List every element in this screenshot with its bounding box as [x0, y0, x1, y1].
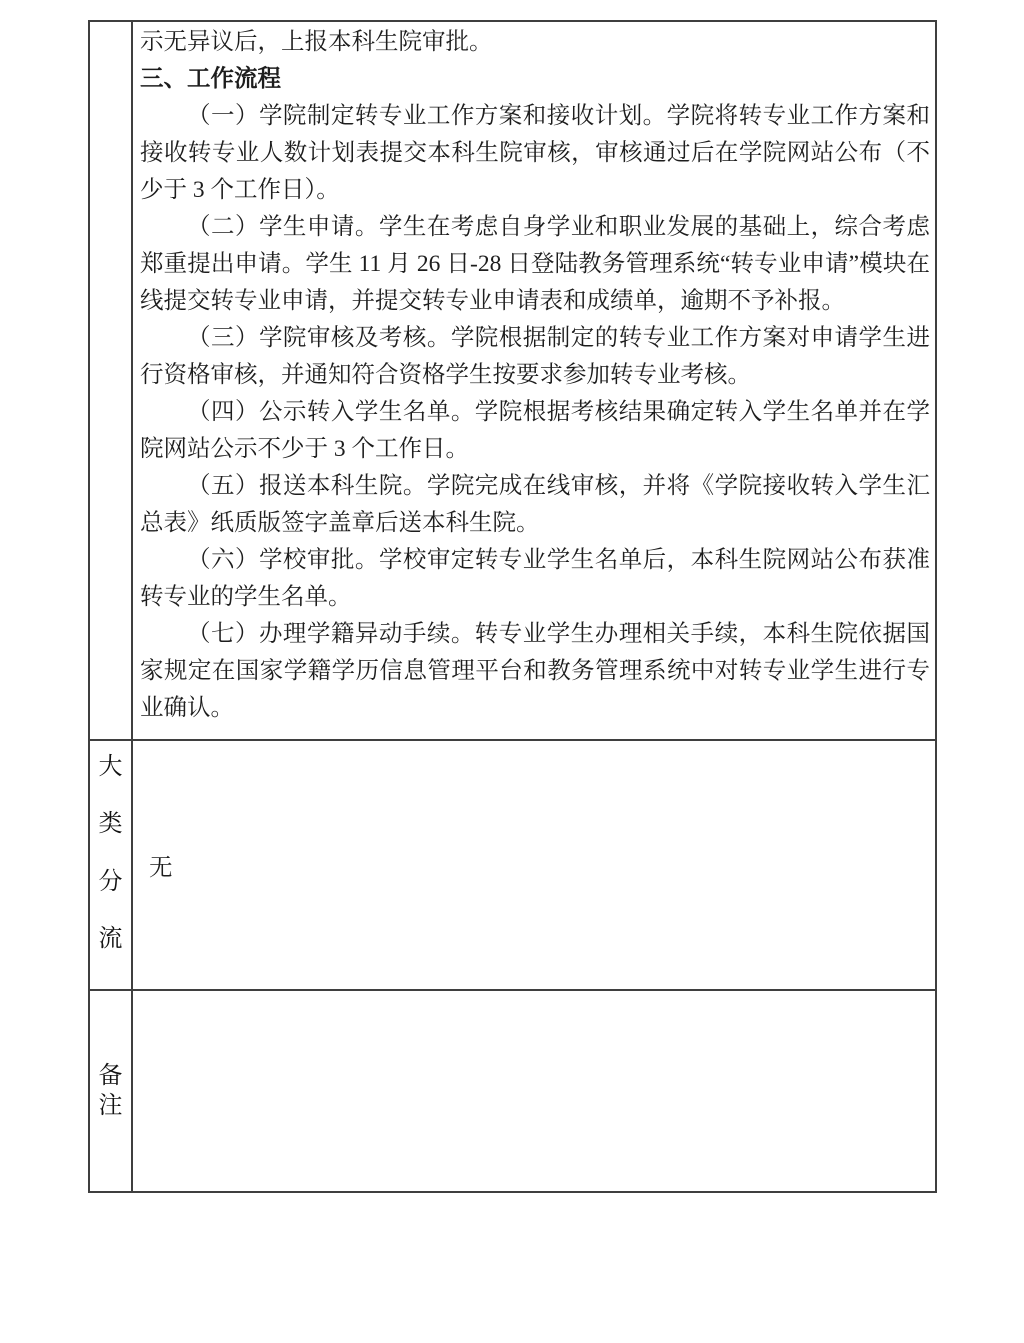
transfer-policy-table — [88, 20, 937, 1193]
dalei-fenliu-label-char: 类 — [98, 811, 123, 838]
dalei-fenliu-label — [90, 741, 133, 989]
beizhu-label-char: 备 — [98, 1063, 123, 1089]
workflow-label-cell — [90, 22, 133, 739]
dalei-fenliu-label-char: 分 — [98, 868, 123, 895]
workflow-row — [90, 22, 935, 741]
dalei-fenliu-row — [90, 741, 935, 991]
workflow-step-1: （一）学院制定转专业工作方案和接收计划。学院将转专业工作方案和接收转专业人数计划表提交本科生院审核，审核通过后在学院网站公布（不少于 3 个工作日）。 — [140, 103, 930, 203]
workflow-step-6: （六）学校审批。学校审定转专业学生名单后，本科生院网站公布获准转专业的学生名单。 — [140, 547, 930, 610]
beizhu-label — [90, 991, 133, 1191]
dalei-fenliu-label-char: 流 — [98, 925, 123, 952]
workflow-section-heading: 三、工作流程 — [140, 66, 281, 92]
dalei-fenliu-value: 无 — [149, 855, 173, 881]
workflow-step-7: （七）办理学籍异动手续。转专业学生办理相关手续，本科生院依据国家规定在国家学籍学历信息管理平台和教务管理系统中对转专业学生进行专业确认。 — [140, 621, 930, 721]
workflow-step-2: （二）学生申请。学生在考虑自身学业和职业发展的基础上，综合考虑郑重提出申请。学生 11 月 26 日-28 日登陆教务管理系统“转专业申请”模块在线提交转专业申请，并提交转专业申请表和成绩单，逾期不予补报。 — [140, 214, 930, 314]
workflow-step-5: （五）报送本科生院。学院完成在线审核，并将《学院接收转入学生汇总表》纸质版签字盖章后送本科生院。 — [140, 473, 930, 536]
workflow-continuation-text: 示无异议后，上报本科生院审批。 — [140, 29, 493, 55]
workflow-step-4: （四）公示转入学生名单。学院根据考核结果确定转入学生名单并在学院网站公示不少于 3 个工作日。 — [140, 399, 930, 462]
beizhu-label-char: 注 — [98, 1093, 123, 1119]
beizhu-content-cell — [133, 991, 935, 1191]
dalei-fenliu-label-char: 大 — [98, 754, 123, 780]
workflow-step-3: （三）学院审核及考核。学院根据制定的转专业工作方案对申请学生进行资格审核，并通知符合资格学生按要求参加转专业考核。 — [140, 325, 930, 388]
beizhu-row — [90, 991, 935, 1191]
workflow-content-cell — [133, 22, 935, 739]
dalei-fenliu-content-cell — [133, 741, 935, 989]
